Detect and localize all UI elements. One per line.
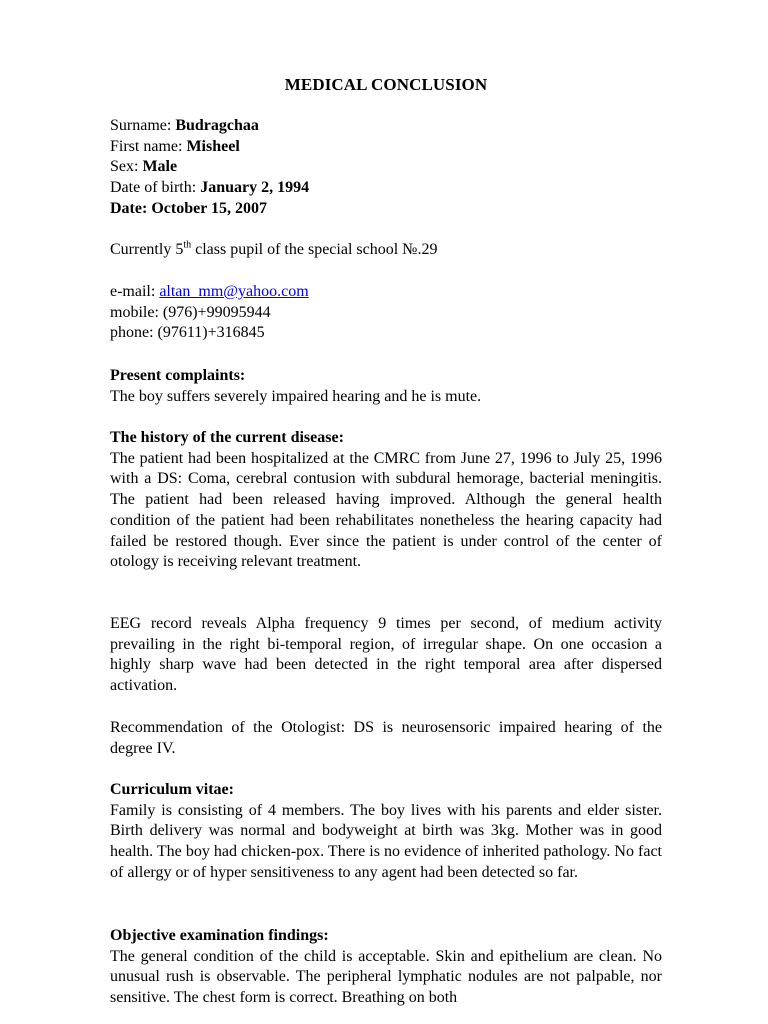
objective-heading: Objective examination findings: [110,927,329,944]
dob-label: Date of birth: [110,179,201,197]
sex-label: Sex: [110,158,143,176]
history-heading: The history of the current disease: [110,429,344,446]
surname-value: Budragchaa [175,117,259,134]
school-prefix: Currently 5 [110,241,184,258]
first-name-line [110,137,662,158]
email-link[interactable]: altan_mm@yahoo.com [159,283,309,300]
eeg-section [110,614,662,697]
objective-section [110,926,662,1009]
cv-section [110,780,662,884]
sex-value: Male [142,158,178,176]
school-sup: th [183,239,192,251]
email-label: e-mail: [110,283,160,300]
objective-text: The general condition of the child is acceptable. Skin and epithelium are clean. No unusual rush is observable. The peripheral lymphatic nodules are not palpable, nor sensitive. The chest form is correct. Breathing on both [110,947,662,1007]
sex-line [110,157,662,178]
dob-value: January 2, 1994 [200,179,310,197]
otologist-text: Recommendation of the Otologist: DS is neurosensoric impaired hearing of the degree IV. [110,719,662,757]
dob-line [110,178,662,199]
document-title: MEDICAL CONCLUSION [284,75,488,94]
history-section [110,428,662,573]
contact-info [110,282,662,344]
document-date: Date: October 15, 2007 [110,199,267,217]
first-name-label: First name: [110,137,187,155]
cv-heading: Curriculum vitae: [110,781,234,798]
mobile-line: mobile: (976)+99095944 [110,303,271,321]
phone-line: phone: (97611)+316845 [110,324,265,342]
complaints-section [110,366,662,407]
school-suffix: class pupil of the special school №.29 [191,241,438,258]
complaints-heading: Present complaints: [110,367,246,384]
history-text: The patient had been hospitalized at the CMRC from June 27, 1996 to July 25, 1996 with a DS: Coma, cerebral contusion with subdural hemorage, bacterial meningitis. The patient had been released having improved. Although the general health condition of the patient had been rehabilitates nonetheless the hearing capacity had failed be restored though. Ever since the patient is under control of the center of otology is receiving relevant treatment. [110,449,662,571]
school-line [110,240,662,261]
complaints-text: The boy suffers severely impaired hearing and he is mute. [110,387,482,405]
eeg-text: EEG record reveals Alpha frequency 9 times per second, of medium activity prevailing in the right bi-temporal region, of irregular shape. On one occasion a highly sharp wave had been detected in the right temporal area after dispersed activation. [110,615,662,695]
cv-text: Family is consisting of 4 members. The boy lives with his parents and elder sister. Birth delivery was normal and bodyweight at birth was 3kg. Mother was in good health. The boy had chicken-pox. There is no evidence of inherited pathology. No fact of allergy or of hyper sensitiveness to any agent had been detected so far. [110,801,662,881]
surname-label: Surname: [110,117,176,134]
surname-line [110,116,662,137]
patient-info [110,116,662,220]
first-name-value: Misheel [186,137,240,155]
otologist-section [110,718,662,759]
